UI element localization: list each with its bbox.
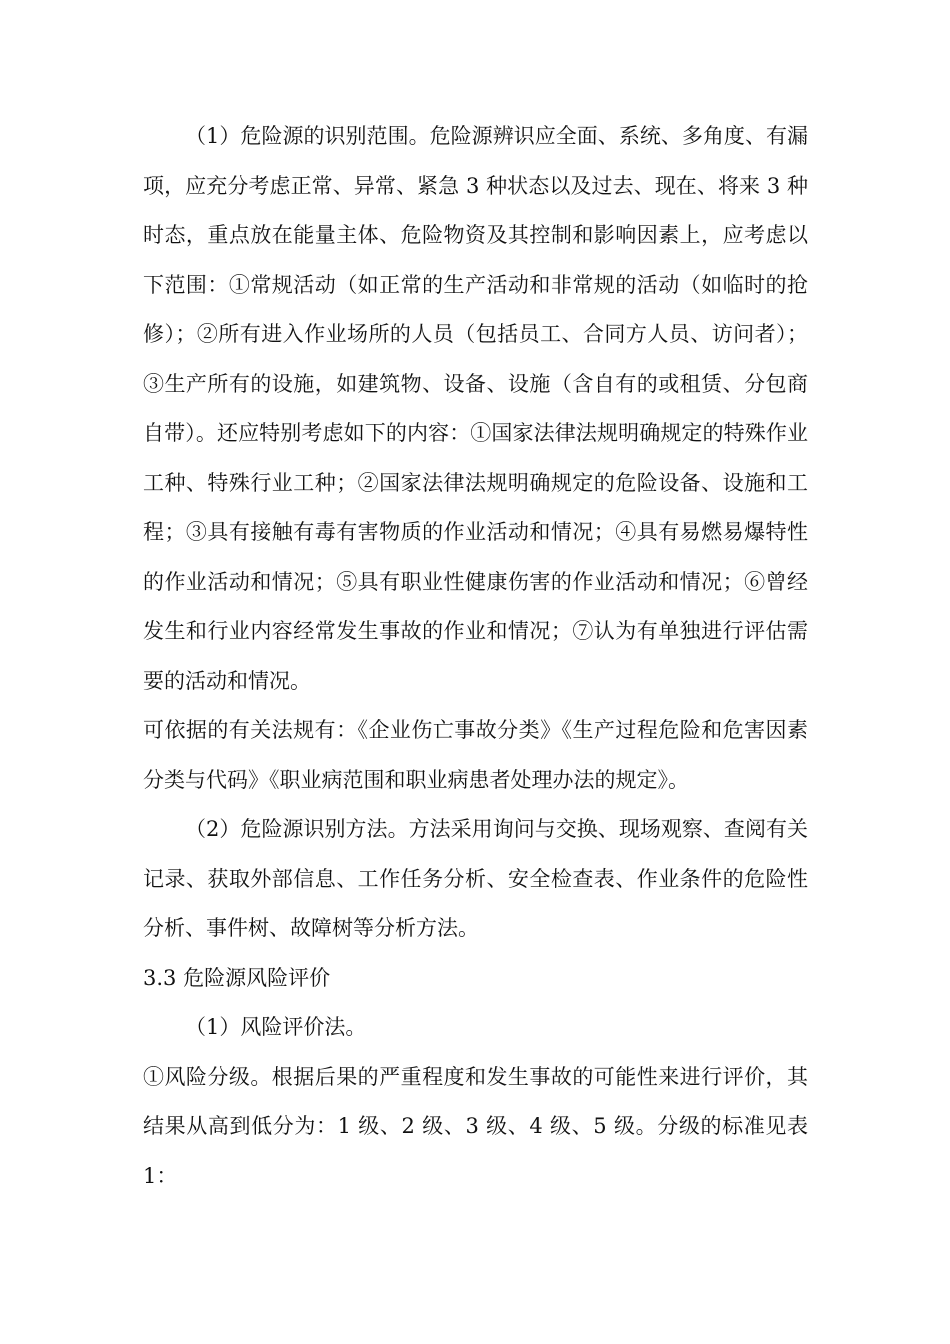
- section-heading-risk-evaluation: 3.3 危险源风险评价: [143, 965, 331, 990]
- paragraph-applicable-regulations: 可依据的有关法规有：《企业伤亡事故分类》《生产过程危险和危害因素分类与代码》《职业病范围和职业病患者处理办法的规定》。: [143, 718, 808, 792]
- paragraph-risk-evaluation-method: （1）风险评价法。: [185, 1015, 367, 1039]
- paragraph-hazard-identification-scope: （1）危险源的识别范围。危险源辨识应全面、系统、多角度、有漏项，应充分考虑正常、异常、紧急 3 种状态以及过去、现在、将来 3 种时态，重点放在能量主体、危险物资及其控制和影响因素上，应考虑以下范围：①常规活动（如正常的生产活动和非常规的活动（如临时的抢修）；②所有进入作业场所的人员（包括员工、合同方人员、访问者）；③生产所有的设施，如建筑物、设备、设施（含自有的或租赁、分包商自带）。还应特别考虑如下的内容：①国家法律法规明确规定的特殊作业工种、特殊行业工种；②国家法律法规明确规定的危险设备、设施和工程；③具有接触有毒有害物质的作业活动和情况；④具有易燃易爆特性的作业活动和情况；⑤具有职业性健康伤害的作业活动和情况；⑥曾经发生和行业内容经常发生事故的作业和情况；⑦认为有单独进行评估需要的活动和情况。: [143, 124, 808, 693]
- paragraph-hazard-identification-methods: （2）危险源识别方法。方法采用询问与交换、现场观察、查阅有关记录、获取外部信息、工作任务分析、安全检查表、作业条件的危险性分析、事件树、故障树等分析方法。: [143, 817, 808, 940]
- document-page: [143, 112, 808, 1201]
- paragraph-risk-grading: ①风险分级。根据后果的严重程度和发生事故的可能性来进行评价，其结果从高到低分为：1 级、2 级、3 级、4 级、5 级。分级的标准见表 1：: [143, 1064, 808, 1188]
